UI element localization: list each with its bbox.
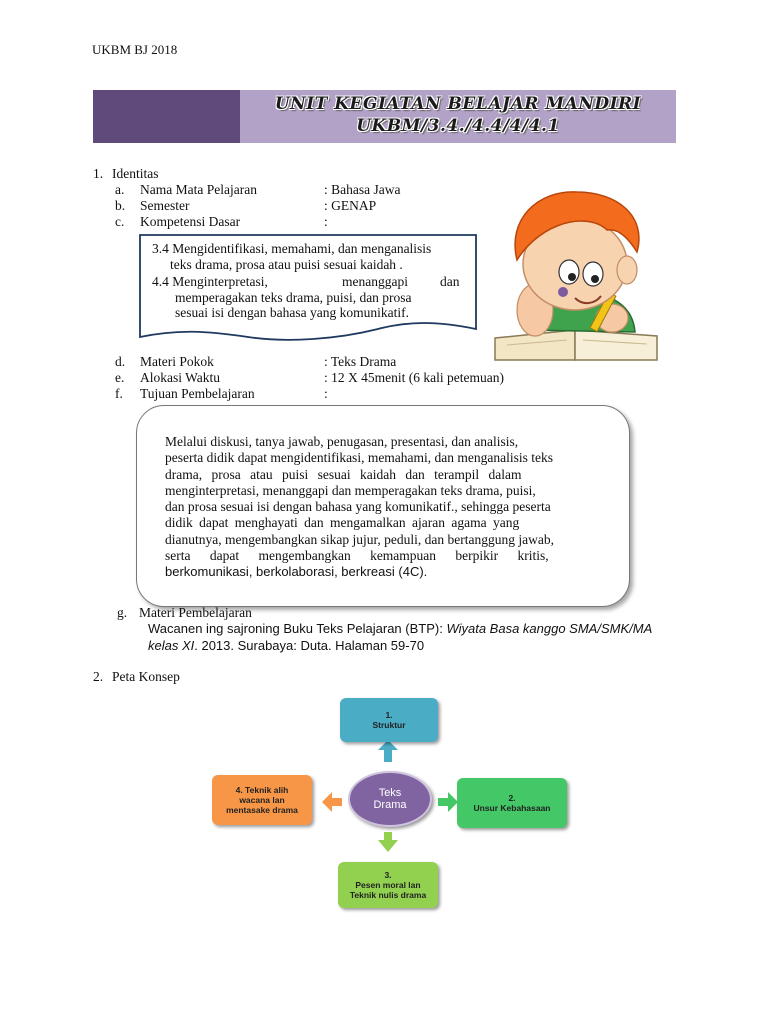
item-value: : Bahasa Jawa [324,182,401,197]
section-1-title: Identitas [112,166,159,181]
learning-goal-box [136,405,630,607]
item-label: Materi Pokok [140,354,214,369]
title-banner [93,90,676,143]
concept-node-language-elements: 2. Unsur Kebahasaan [457,778,567,828]
item-value: : [324,386,328,401]
kd-line-3b: menanggapi [342,274,408,289]
item-label: Semester [140,198,190,213]
material-source-line-2: kelas XI. 2013. Surabaya: Duta. Halaman 59-70 [148,638,425,653]
item-label: Alokasi Waktu [140,370,221,385]
kd-line-5: sesuai isi dengan bahasa yang komunikatif. [175,305,409,320]
arrow-left [322,792,342,812]
boy-reading-icon [487,180,667,365]
arrow-down [378,832,398,852]
material-source-line-1: Wacanen ing sajroning Buku Teks Pelajaran (BTP): Wiyata Basa kanggo SMA/SMK/MA [148,621,653,636]
concept-node-structure: 1. Struktur [340,698,438,742]
banner-code: UKBM/3.4./4.4/4/4.1 [356,116,560,136]
header-note: UKBM BJ 2018 [92,42,178,57]
banner-accent-block [93,90,240,143]
item-value: : 12 X 45menit (6 kali petemuan) [324,370,504,385]
kd-line-3a: 4.4 Menginterpretasi, [152,274,268,289]
item-value: : GENAP [324,198,377,213]
banner-title: UNIT KEGIATAN BELAJAR MANDIRI [274,94,642,114]
concept-node-center: Teks Drama [348,771,432,827]
section-2-number: 2. [93,669,104,684]
concept-node-adaptation-staging: 4. Teknik alih wacana lan mentasake drama [212,775,312,825]
kd-line-2: teks drama, prosa atau puisi sesuai kaidah . [170,257,403,272]
studying-boy-illustration [487,180,667,365]
section-2-title: Peta Konsep [112,669,180,684]
item-label: Kompetensi Dasar [140,214,241,229]
item-label: Nama Mata Pelajaran [140,182,257,197]
kd-line-3c: dan [440,274,460,289]
kompetensi-dasar-box [138,233,478,345]
section-1-number: 1. [93,166,104,181]
concept-node-moral-writing: 3. Pesen moral lan Teknik nulis drama [338,862,438,908]
arrow-up [378,740,398,762]
kd-line-1: 3.4 Mengidentifikasi, memahami, dan menganalisis [152,241,432,256]
item-value: : Teks Drama [324,354,397,369]
kd-line-4: memperagakan teks drama, puisi, dan prosa [175,290,412,305]
arrow-right [438,792,458,812]
item-value: : [324,214,328,229]
item-label: Materi Pembelajaran [139,605,252,620]
learning-goal-text: Melalui diskusi, tanya jawab, penugasan, presentasi, dan analisis, peserta didik dapat mengidentifikasi, memahami, dan menganalisis teks drama, prosa atau puisi sesuai kaidah dan terampil dalam menginterpretasi, menanggapi dan memperagakan teks drama, puisi, dan prosa sesuai isi dengan bahasa yang komunikatif., sehingga peserta didik dapat menghayati dan mengamalkan ajaran agama yang dianutnya, mengembangkan sikap jujur, peduli, dan bertanggung jawab, serta dapat mengembangkan kemampuan berpikir kritis, berkomunikasi, berkolaborasi, berkreasi (4C). [165,434,554,580]
item-label: Tujuan Pembelajaran [140,386,255,401]
